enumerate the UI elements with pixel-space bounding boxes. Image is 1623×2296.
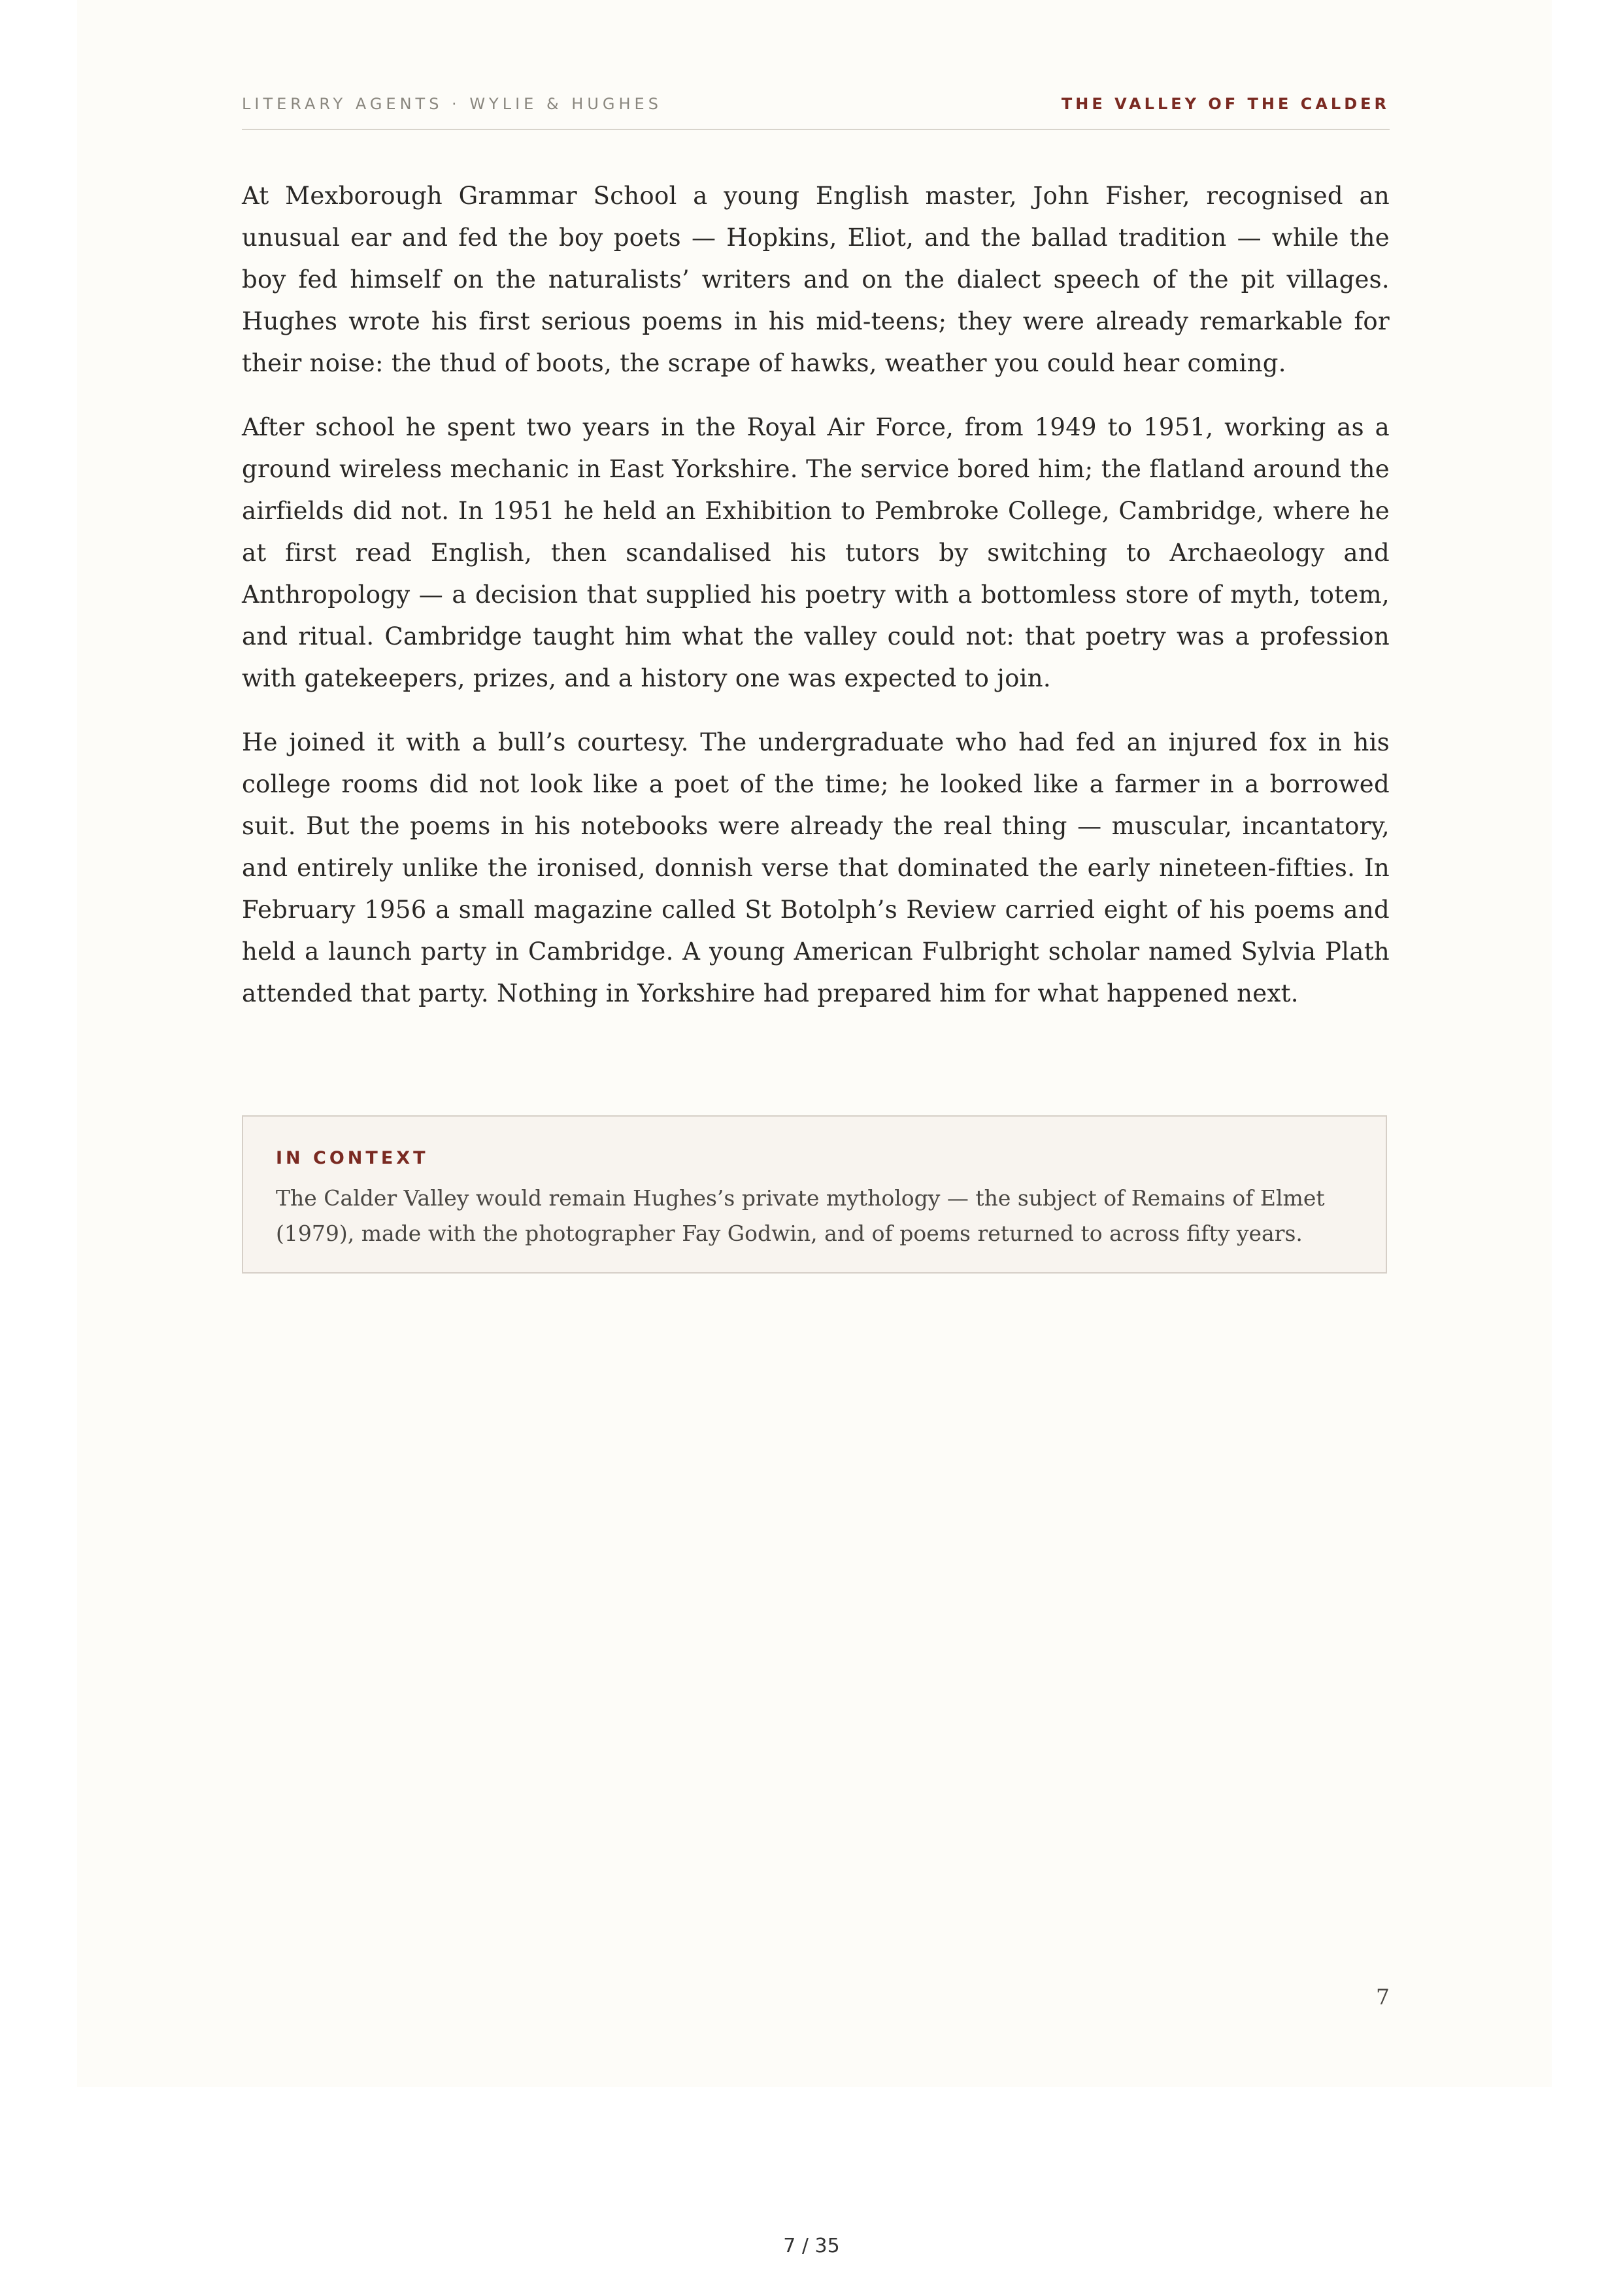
paragraph: After school he spent two years in the Royal Air Force, from 1949 to 1951, working as a ground wireless mechanic in East Yorkshire. The service bored him; the flatland around the airfields did not. In 1951 he held an Exhibition to Pembroke College, Cambridge, where he at first read English, then scandalised his tutors by switching to Archaeology and Anthropology — a decision that supplied his poetry with a bottomless store of myth, totem, and ritual. Cambridge taught him what the valley could not: that poetry was a profession with gatekeepers, prizes, and a history one was expected to join.	[242, 413, 1390, 692]
paragraph: He joined it with a bull’s courtesy. The undergraduate who had fed an injured fox in his college rooms did not look like a poet of the time; he looked like a farmer in a borrowed suit. But the poems in his notebooks were already the real thing — muscular, incantatory, and entirely unlike the ironised, donnish verse that dominated the early nineteen-fifties. In February 1956 a small magazine called St Botolph’s Review carried eight of his poems and held a launch party in Cambridge. A young American Fulbright scholar named Sylvia Plath attended that party. Nothing in Yorkshire had prepared him for what happened next.	[242, 728, 1390, 1007]
viewer-page-counter: 7 / 35	[783, 2235, 840, 2257]
header-chapter-title: THE VALLEY OF THE CALDER	[1061, 95, 1390, 113]
callout-text: The Calder Valley would remain Hughes’s private mythology — the subject of Remains of Elmet (1979), made with the photographer Fay Godwin, and of poems returned to across fifty years.	[276, 1185, 1325, 1246]
header-publisher: LITERARY AGENTS · WYLIE & HUGHES	[242, 95, 662, 113]
context-callout	[242, 1115, 1387, 1274]
body-text	[242, 175, 1390, 1037]
callout-label: IN CONTEXT	[276, 1148, 429, 1168]
page-number: 7	[1376, 1984, 1390, 2010]
running-header	[242, 95, 1390, 130]
paragraph: At Mexborough Grammar School a young English master, John Fisher, recognised an unusual ear and fed the boy poets — Hopkins, Eliot, and the ballad tradition — while the boy fed himself on the naturalists’ writers and on the dialect speech of the pit villages. Hughes wrote his first serious poems in his mid-teens; they were already remarkable for their noise: the thud of boots, the scrape of hawks, weather you could hear coming.	[242, 182, 1390, 377]
